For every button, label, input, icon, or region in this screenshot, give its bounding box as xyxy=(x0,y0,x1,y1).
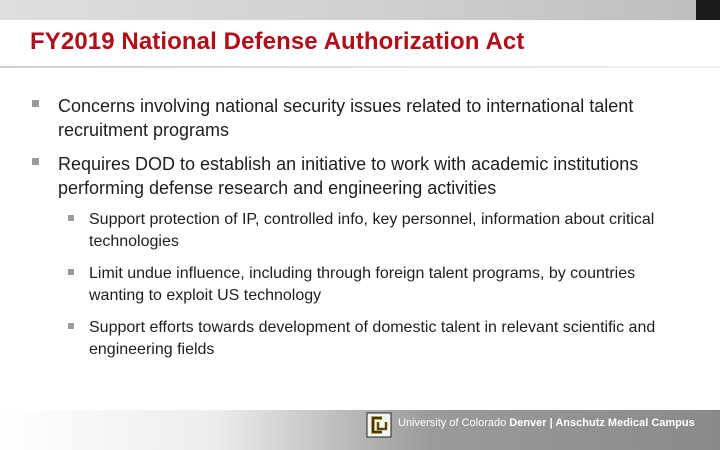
sub-bullet-1: Support protection of IP, controlled info, key personnel, information about critical technologies xyxy=(89,211,655,250)
footer-band xyxy=(0,410,720,450)
bullet-1: Concerns involving national security issues related to international talent recruitment programs xyxy=(58,96,634,140)
sub-bullet-marker xyxy=(68,269,74,275)
university-wordmark xyxy=(398,417,695,429)
campus-name: Denver | Anschutz Medical Campus xyxy=(509,417,695,429)
cu-logo-icon xyxy=(366,412,392,438)
title-divider xyxy=(0,66,720,68)
bullet-2: Requires DOD to establish an initiative to work with academic institutions performing defense research and engineering activities xyxy=(58,154,639,198)
bullet-marker xyxy=(32,158,39,165)
sub-bullet-2: Limit undue influence, including through foreign talent programs, by countries wanting to exploit US technology xyxy=(89,265,636,304)
bullet-marker xyxy=(32,100,39,107)
sub-bullet-marker xyxy=(68,215,74,221)
sub-bullet-3: Support efforts towards development of domestic talent in relevant scientific and engineering fields xyxy=(89,319,656,358)
sub-bullet-marker xyxy=(68,323,74,329)
top-bar xyxy=(0,0,720,20)
university-name: University of Colorado xyxy=(398,417,507,429)
slide-title: FY2019 National Defense Authorization Act xyxy=(30,28,525,55)
top-corner-accent xyxy=(696,0,720,20)
